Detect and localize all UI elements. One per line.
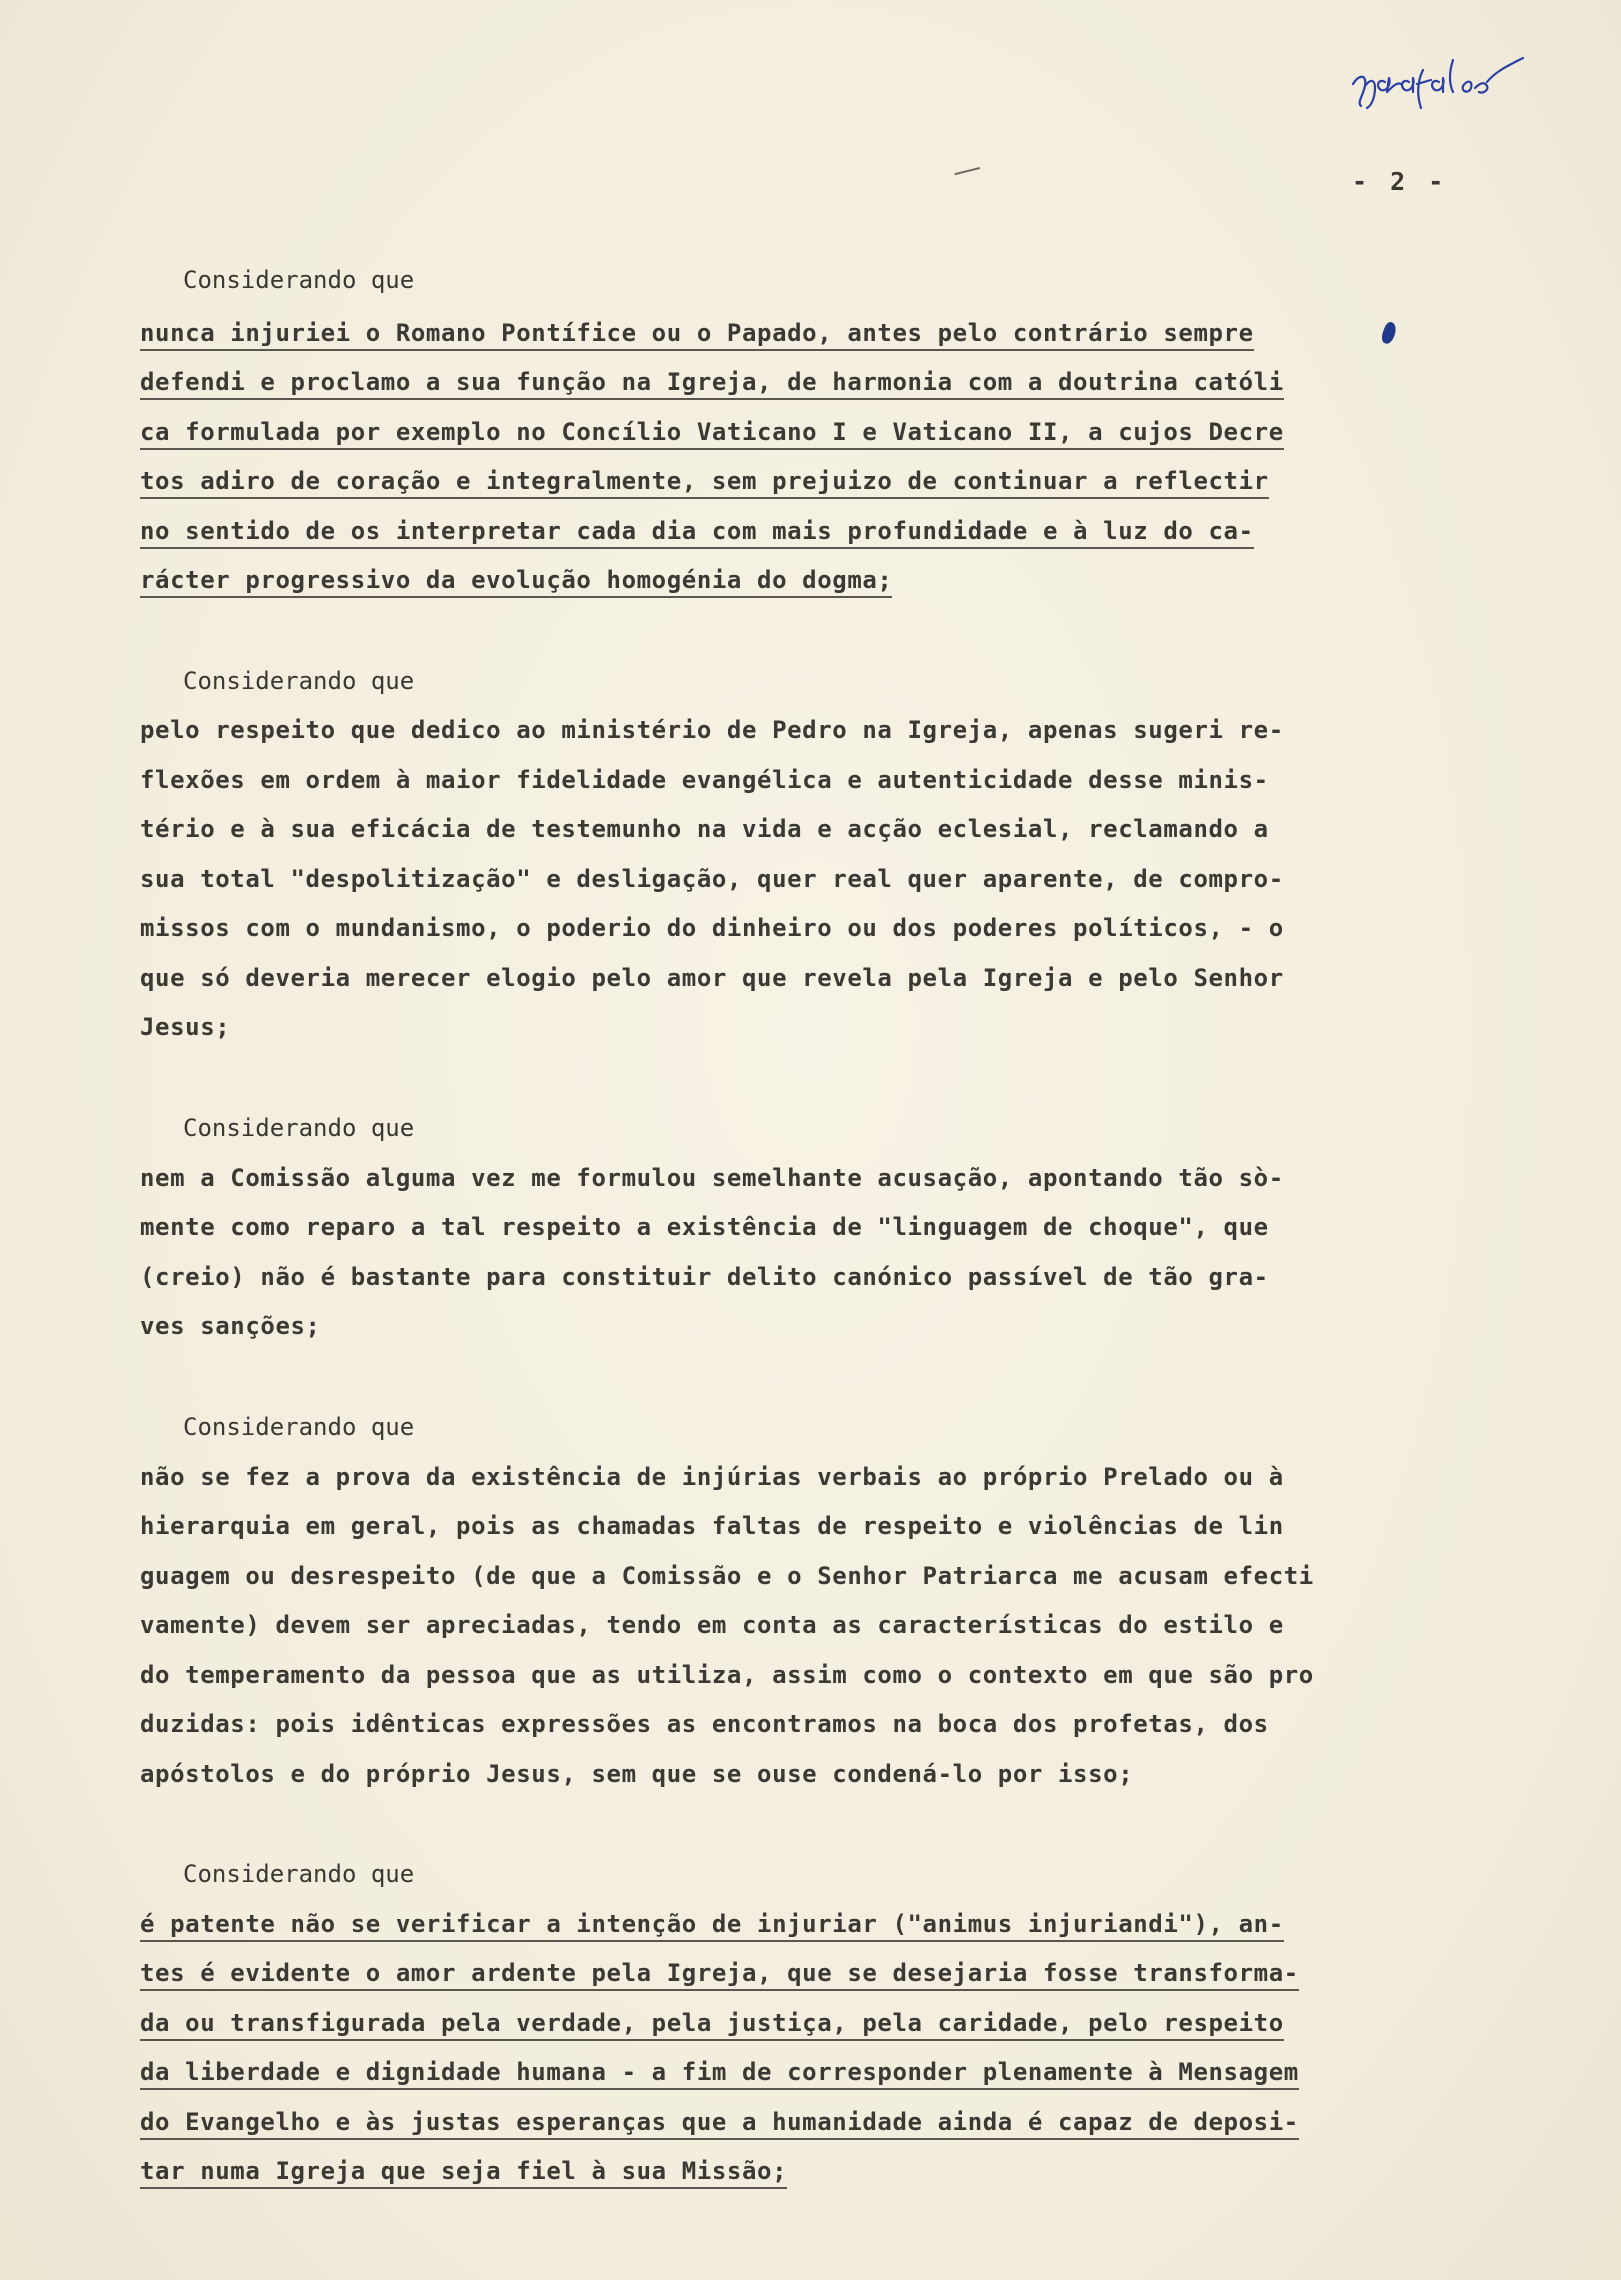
section-heading: Considerando que xyxy=(183,667,415,695)
paragraph-line: duzidas: pois idênticas expressões as encontramos na boca dos profetas, dos xyxy=(140,1710,1269,1738)
page-number: - 2 - xyxy=(1352,167,1448,196)
paragraph-line: tério e à sua eficácia de testemunho na vida e acção eclesial, reclamando a xyxy=(140,815,1269,843)
paragraph-line: missos com o mundanismo, o poderio do dinheiro ou dos poderes políticos, - o xyxy=(140,914,1284,942)
paragraph-line: defendi e proclamo a sua função na Igreja, de harmonia com a doutrina católi xyxy=(140,367,1284,400)
paragraph-line: hierarquia em geral, pois as chamadas faltas de respeito e violências de lin xyxy=(140,1512,1284,1540)
paragraph-line: é patente não se verificar a intenção de injuriar ("animus injuriandi"), an- xyxy=(140,1909,1284,1942)
section-heading: Considerando que xyxy=(183,1413,415,1441)
paragraph-line: mente como reparo a tal respeito a existência de "linguagem de choque", que xyxy=(140,1213,1269,1241)
paragraph-line: ves sanções; xyxy=(140,1312,321,1340)
paragraph-line: flexões em ordem à maior fidelidade evangélica e autenticidade desse minis- xyxy=(140,766,1269,794)
stray-mark xyxy=(954,167,981,181)
paragraph-line: não se fez a prova da existência de injúrias verbais ao próprio Prelado ou à xyxy=(140,1463,1284,1491)
paragraph-line: apóstolos e do próprio Jesus, sem que se ouse condená-lo por isso; xyxy=(140,1760,1134,1788)
paragraph-line: no sentido de os interpretar cada dia com mais profundidade e à luz do ca- xyxy=(140,516,1254,549)
paragraph-line: rácter progressivo da evolução homogénia do dogma; xyxy=(140,565,892,598)
paragraph-line: sua total "despolitização" e desligação, quer real quer aparente, de compro- xyxy=(140,865,1284,893)
section-heading: Considerando que xyxy=(183,1860,415,1888)
paragraph-line: tos adiro de coração e integralmente, sem prejuizo de continuar a reflectir xyxy=(140,466,1269,499)
paragraph-line: (creio) não é bastante para constituir delito canónico passível de tão gra- xyxy=(140,1263,1269,1291)
paragraph-line: nunca injuriei o Romano Pontífice ou o Papado, antes pelo contrário sempre xyxy=(140,318,1254,351)
paragraph-line: da ou transfigurada pela verdade, pela justiça, pela caridade, pelo respeito xyxy=(140,2008,1284,2041)
paragraph-line: da liberdade e dignidade humana - a fim de corresponder plenamente à Mensagem xyxy=(140,2057,1299,2090)
blue-ink-mark xyxy=(1380,321,1399,346)
paragraph-line: que só deveria merecer elogio pelo amor que revela pela Igreja e pelo Senhor xyxy=(140,964,1284,992)
handwritten-signature xyxy=(1345,52,1575,112)
paragraph-line: nem a Comissão alguma vez me formulou semelhante acusação, apontando tão sò- xyxy=(140,1164,1284,1192)
paragraph-line: do temperamento da pessoa que as utiliza, assim como o contexto em que são pro xyxy=(140,1661,1314,1689)
paragraph-line: vamente) devem ser apreciadas, tendo em conta as características do estilo e xyxy=(140,1611,1284,1639)
paragraph-line: tes é evidente o amor ardente pela Igreja, que se desejaria fosse transforma- xyxy=(140,1958,1299,1991)
section-heading: Considerando que xyxy=(183,1114,415,1142)
paragraph-line: guagem ou desrespeito (de que a Comissão e o Senhor Patriarca me acusam efecti xyxy=(140,1562,1314,1590)
paragraph-line: pelo respeito que dedico ao ministério de Pedro na Igreja, apenas sugeri re- xyxy=(140,716,1284,744)
paragraph-line: do Evangelho e às justas esperanças que a humanidade ainda é capaz de deposi- xyxy=(140,2107,1299,2140)
paragraph-line: Jesus; xyxy=(140,1013,231,1041)
section-heading: Considerando que xyxy=(183,266,415,294)
paragraph-line: ca formulada por exemplo no Concílio Vaticano I e Vaticano II, a cujos Decre xyxy=(140,417,1284,450)
paragraph-line: tar numa Igreja que seja fiel à sua Missão; xyxy=(140,2156,787,2189)
